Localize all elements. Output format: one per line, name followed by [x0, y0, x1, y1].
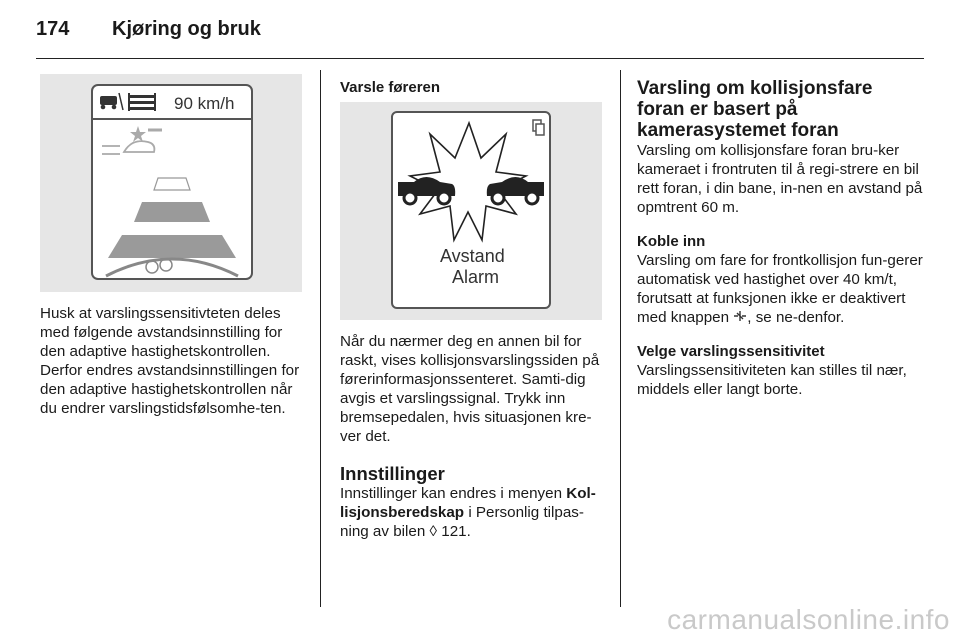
activate-text-b: , se ne-denfor.	[747, 309, 845, 326]
alarm-figure	[340, 102, 602, 320]
settings-paragraph	[340, 484, 604, 541]
sensitivity-paragraph: Varslingssensitiviteten kan stilles til nær, middels eller langt borte.	[637, 362, 907, 399]
settings-text-pre: Innstillinger kan endres i menyen	[340, 485, 567, 502]
middle-column	[340, 332, 604, 541]
page-reference-icon: ◊	[429, 523, 438, 540]
middle-paragraph: Når du nærmer deg en annen bil for raskt, vises kollisjonsvarslingssiden på førerinformasjonssenteret. Samti-dig avgis et varslingssignal. Trykk inn bremsepedalen, hvis situasjonen kre-ver det.	[340, 333, 600, 445]
collision-alarm-illustration	[340, 102, 602, 320]
settings-text-mid: i Personlig tilpas-ning av bilen	[340, 504, 584, 540]
header-rule	[36, 58, 924, 59]
activate-text-a: Varsling om fare for frontkollisjon fun-gerer automatisk ved hastighet over 40 km/t, forutsatt at funksjonen ikke er deaktivert med knappen	[637, 252, 923, 326]
right-column	[637, 78, 923, 399]
right-intro: Varsling om kollisjonsfare foran bru-ker kameraet i frontruten til å regi-strere en bil rett foran, i din bane, in-nen en avstand på opmtrent 60 m.	[637, 142, 923, 216]
speed-readout: 90 km/h	[174, 94, 235, 113]
middle-column-heading-block	[340, 78, 602, 97]
settings-menu-name: Kol-lisjonsberedskap	[340, 485, 596, 521]
right-heading: Varsling om kollisjonsfare foran er basert på kamerasystemet foran	[637, 78, 873, 141]
activate-paragraph	[637, 251, 923, 327]
page-title: Kjøring og bruk	[112, 18, 261, 40]
alarm-text-line1: Avstand	[440, 246, 505, 266]
settings-page-ref: 121.	[437, 523, 471, 540]
subheading-sensitivity: Velge varslingssensitivitet	[637, 343, 825, 361]
column-divider-1	[320, 70, 321, 607]
subheading-activate: Koble inn	[637, 233, 706, 250]
page-number: 174	[36, 18, 70, 40]
page-header	[36, 18, 261, 41]
dashboard-display-illustration	[40, 74, 302, 292]
section-heading-driver-alert: Varsle føreren	[340, 79, 441, 96]
collision-button-icon	[733, 308, 747, 327]
column-divider-2	[620, 70, 621, 607]
dashboard-figure	[40, 74, 302, 292]
section-heading-settings: Innstillinger	[340, 463, 445, 484]
alarm-text-line2: Alarm	[452, 267, 500, 287]
distance-bars-icon	[128, 93, 156, 111]
left-column	[40, 304, 308, 418]
watermark: carmanualsonline.info	[667, 604, 950, 635]
left-paragraph: Husk at varslingssensitivteten deles med følgende avstandsinnstilling for den adaptive hastighetskontrollen. Derfor endres avstandsinnstillingen for den adaptive hastighetskontrollen når du endrer varslingstidsfølsomhe-ten.	[40, 305, 300, 417]
